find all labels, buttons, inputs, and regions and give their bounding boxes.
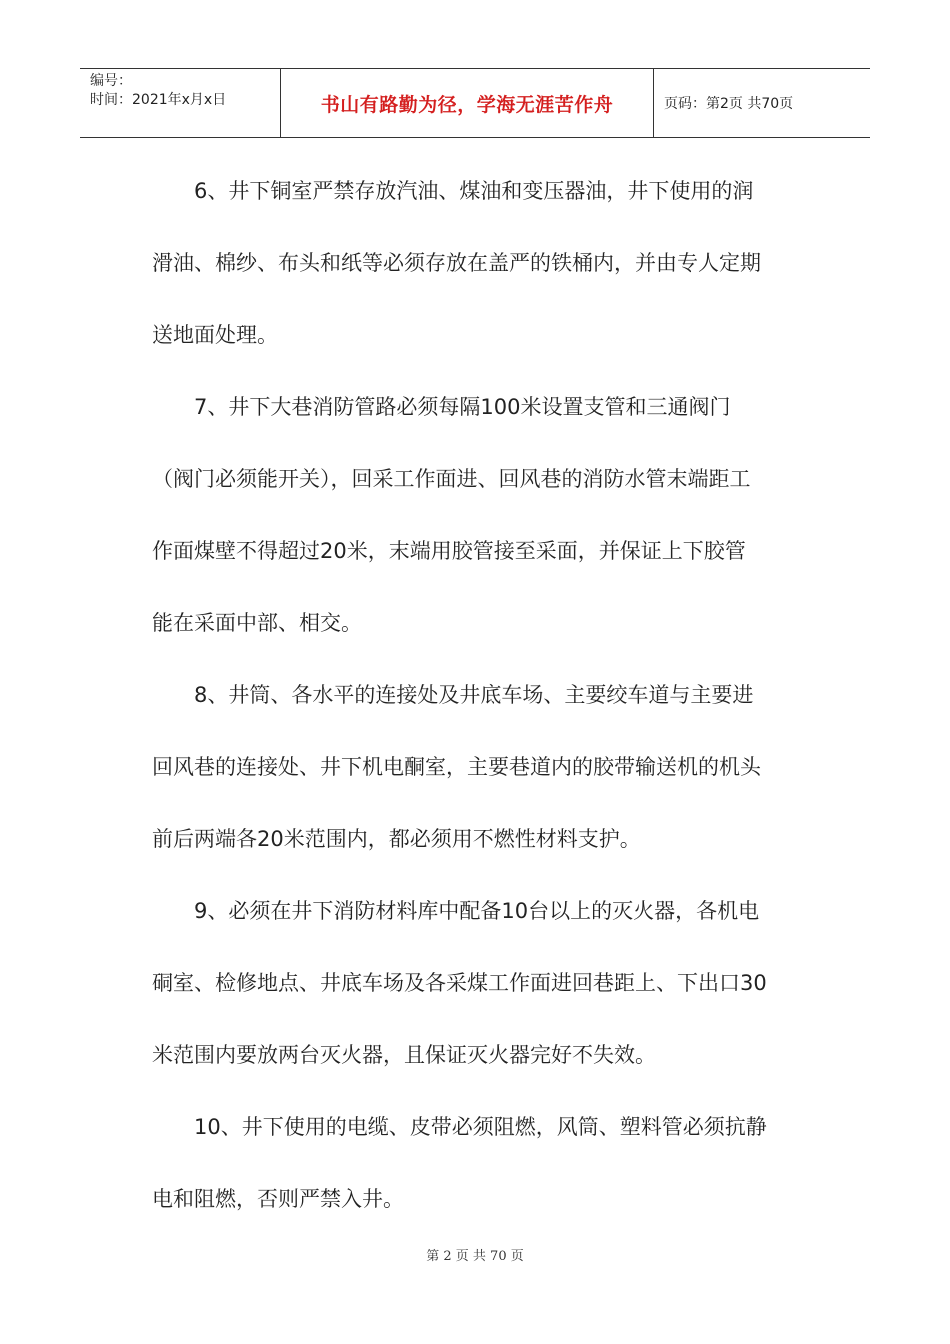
serial-number-label: 编号：: [90, 73, 132, 89]
text-line: 硐室、检修地点、井底车场及各采煤工作面进回巷距上、下出口30: [152, 971, 767, 995]
text-line: 10、井下使用的电缆、皮带必须阻燃，风筒、塑料管必须抗静: [194, 1115, 767, 1139]
text-line: 电和阻燃，否则严禁入井。: [152, 1187, 404, 1211]
text-line: 滑油、棉纱、布头和纸等必须存放在盖严的铁桶内，并由专人定期: [152, 251, 761, 275]
page-info: 页码：第2页 共70页: [664, 96, 794, 112]
paragraph-7: [152, 371, 812, 659]
text-line: 能在采面中部、相交。: [152, 611, 362, 635]
header-motto-cell: [281, 69, 654, 137]
document-body: [152, 155, 812, 1235]
text-line: 送地面处理。: [152, 323, 278, 347]
date-label: 时间：2021年x月x日: [90, 92, 227, 108]
footer-page-number: 第 2 页 共 70 页: [426, 1249, 524, 1264]
text-line: 9、必须在井下消防材料库中配备10台以上的灭火器，各机电: [194, 899, 760, 923]
page-header: [80, 68, 870, 138]
paragraph-9: [152, 875, 812, 1091]
paragraph-6: [152, 155, 812, 371]
header-info-cell: [80, 69, 281, 137]
text-line: 作面煤壁不得超过20米，末端用胶管接至采面，并保证上下胶管: [152, 539, 746, 563]
text-line: 8、井筒、各水平的连接处及井底车场、主要绞车道与主要进: [194, 683, 754, 707]
text-line: （阀门必须能开关），回采工作面进、回风巷的消防水管末端距工: [152, 467, 751, 491]
text-line: 前后两端各20米范围内，都必须用不燃性材料支护。: [152, 827, 641, 851]
motto-text: 书山有路勤为径，学海无涯苦作舟: [320, 93, 614, 116]
paragraph-8: [152, 659, 812, 875]
page-footer: [0, 1245, 950, 1264]
text-line: 7、井下大巷消防管路必须每隔100米设置支管和三通阀门: [194, 395, 731, 419]
text-line: 回风巷的连接处、井下机电酮室，主要巷道内的胶带输送机的机头: [152, 755, 761, 779]
paragraph-10: [152, 1091, 812, 1235]
header-page-cell: [654, 69, 870, 137]
text-line: 6、井下铜室严禁存放汽油、煤油和变压器油，井下使用的润: [194, 179, 754, 203]
text-line: 米范围内要放两台灭火器，且保证灭火器完好不失效。: [152, 1043, 656, 1067]
